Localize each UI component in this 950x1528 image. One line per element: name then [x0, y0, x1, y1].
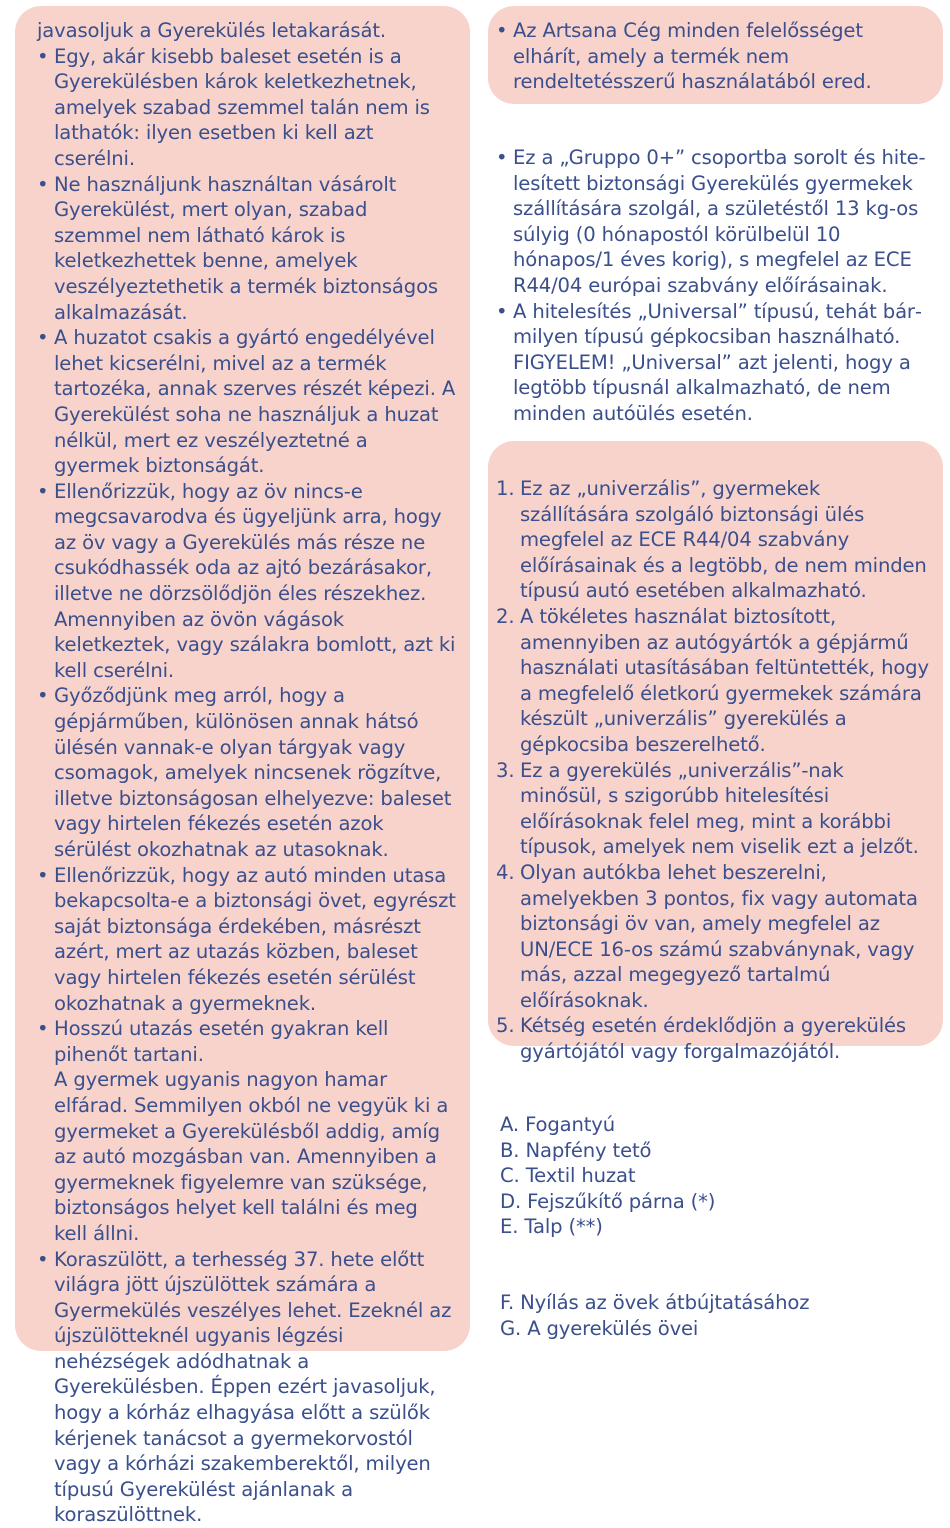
parts-legend-group-1: [500, 1112, 940, 1240]
warning-bullet-1: • Egy, akár kisebb baleset esetén is a Gyerekülésben károk keletkezhetnek, amelyek szabad szemmel talán nem is lathatók: ilyen esetben ki kell azt cserélni.: [37, 44, 456, 172]
notice-item-text: Kétség esetén érdeklődjön a gyerekülés gyártójától vagy forgalmazójától.: [520, 1014, 906, 1063]
parts-legend-group-2: [500, 1290, 940, 1341]
legend-item-e: E. Talp (**): [500, 1214, 940, 1240]
legend-item-f: F. Nyílás az övek átbújtatásához: [500, 1290, 940, 1316]
notice-item-2: [496, 604, 929, 758]
left-warnings-panel: [15, 6, 470, 1351]
warning-bullet-2: • Ne használjunk használtan vásárolt Gyerekülést, mert olyan, szabad szemmel nem látható károk is keletkezhettek benne, amelyek veszélyeztethetik a termék biztonságos alkalmazását.: [37, 172, 456, 326]
warning-bullet-6: • Ellenőrizzük, hogy az autó minden utasa bekapcsolta-e a biztonsági övet, egyrészt saját biztonsága érdekében, másrészt azért, mert az utazás közben, baleset vagy hirtelen fékezés esetén sérülést okozhatnak a gyermeknek.: [37, 863, 456, 1017]
notice-item-1: [496, 476, 929, 604]
notice-item-number: 2.: [496, 604, 514, 630]
notice-item-text: Ez az „univerzális”, gyermekek szállítására szolgáló biztonsági ülés megfelel az ECE R44/04 szabvány előírásainak és a legtöbb, de nem minden típusú autó esetében alkalmazható.: [520, 477, 927, 602]
notice-item-text: Ez a gyerekülés „univerzális”-nak minősül, s szigorúbb hitelesítési előírásoknak felel meg, mint a korábbi típusok, amelyek nem viselik ezt a jelzőt.: [520, 759, 919, 859]
notice-item-3: [496, 758, 929, 860]
certification-section: [496, 145, 936, 427]
warning-bullet-3: • A huzatot csakis a gyártó engedélyével lehet kicserélni, mivel az a termék tartozéka, annak szerves részét képezi. A Gyerekülést soha ne használjuk a huzat nélkül, mert ez veszélyeztetné a gyermek biztonságát.: [37, 325, 456, 479]
legend-item-c: C. Textil huzat: [500, 1163, 940, 1189]
certification-bullet-2: • A hitelesítés „Universal” típusú, tehát bármilyen típusú gépkocsiban használható. FIGYELEM! „Universal” azt jelenti, hogy a legtöbb típusnál alkalmazható, de nem minden autóülés esetén.: [496, 299, 936, 427]
notice-item-number: 4.: [496, 860, 514, 886]
legend-item-d: D. Fejszűkítő párna (*): [500, 1189, 940, 1215]
warning-bullet-8: • Koraszülött, a terhesség 37. hete előtt világra jött újszülöttek számára a Gyermekülés veszélyes lehet. Ezeknél az újszülötteknél ugyanis légzési nehézségek adódhatnak a Gyerekülésben. Éppen ezért javasoljuk, hogy a kórház elhagyása előtt a szülők kérjenek tanácsot a gyermekorvostól vagy a kórházi szakemberektől, milyen típusú Gyerekülést ajánlanak a koraszülöttnek.: [37, 1247, 456, 1528]
certification-bullet-1: • Ez a „Gruppo 0+” csoportba sorolt és hitelesített biztonsági Gyerekülés gyermekek szállítására szolgál, a születéstől 13 kg-os súlyig (0 hónapostól körülbelül 10 hónapos/1 éves korig), s megfelel az ECE R44/04 európai szabvány előírásainak.: [496, 145, 936, 299]
notice-item-text: A tökéletes használat biztosított, amennyiben az autógyártók a gépjármű használati utasításában feltüntették, hogy a megfelelő életkorú gyermekek számára készült „univerzális” gyerekülés a gépkocsiba beszerelhető.: [520, 605, 929, 756]
warning-bullet-5: • Győződjünk meg arról, hogy a gépjárműben, különösen annak hátsó ülésén vannak-e olyan tárgyak vagy csomagok, amelyek nincsenek rögzítve, illetve biztonságosan elhelyezve: baleset vagy hirtelen fékezés esetén azok sérülést okozhatnak az utasoknak.: [37, 683, 456, 862]
liability-panel: [488, 6, 943, 104]
universal-notice-panel: [488, 441, 943, 1046]
legend-item-b: B. Napfény tető: [500, 1138, 940, 1164]
intro-line: javasoljuk a Gyerekülés letakarását.: [37, 18, 456, 44]
notice-item-number: 1.: [496, 476, 514, 502]
legend-item-a: A. Fogantyú: [500, 1112, 940, 1138]
notice-item-4: [496, 860, 929, 1014]
warning-bullet-4: • Ellenőrizzük, hogy az öv nincs-e megcsavarodva és ügyeljünk arra, hogy az öv vagy a Gyerekülés más része ne csukódhassék oda az ajtó bezárásakor, illetve ne dörzsölődjön éles részekhez. Amennyiben az övön vágások keletkeztek, vagy szálakra bomlott, azt ki kell cserélni.: [37, 479, 456, 684]
notice-item-number: 3.: [496, 758, 514, 784]
legend-item-g: G. A gyerekülés övei: [500, 1316, 940, 1342]
warning-bullet-7-continuation: A gyermek ugyanis nagyon hamar elfárad. Semmilyen okból ne vegyük ki a gyermeket a Gyerekülésből addig, amíg az autó mozgásban van. Amennyiben a gyermeknek figyelemre van szüksége, biztonságos helyet kell találni és meg kell állni.: [37, 1067, 456, 1246]
notice-item-text: Olyan autókba lehet beszerelni, amelyekben 3 pontos, fix vagy automata biztonsági öv van, amely megfelel az UN/ECE 16-os számú szabványnak, vagy más, azzal megegyező tartalmú előírásoknak.: [520, 861, 918, 1012]
notice-item-number: 5.: [496, 1013, 514, 1039]
notice-item-5: [496, 1013, 929, 1064]
liability-bullet: • Az Artsana Cég minden felelősséget elhárít, amely a termék nem rendeltetésszerű használatából ered.: [496, 18, 929, 95]
warning-bullet-7: • Hosszú utazás esetén gyakran kell pihenőt tartani.: [37, 1016, 456, 1067]
